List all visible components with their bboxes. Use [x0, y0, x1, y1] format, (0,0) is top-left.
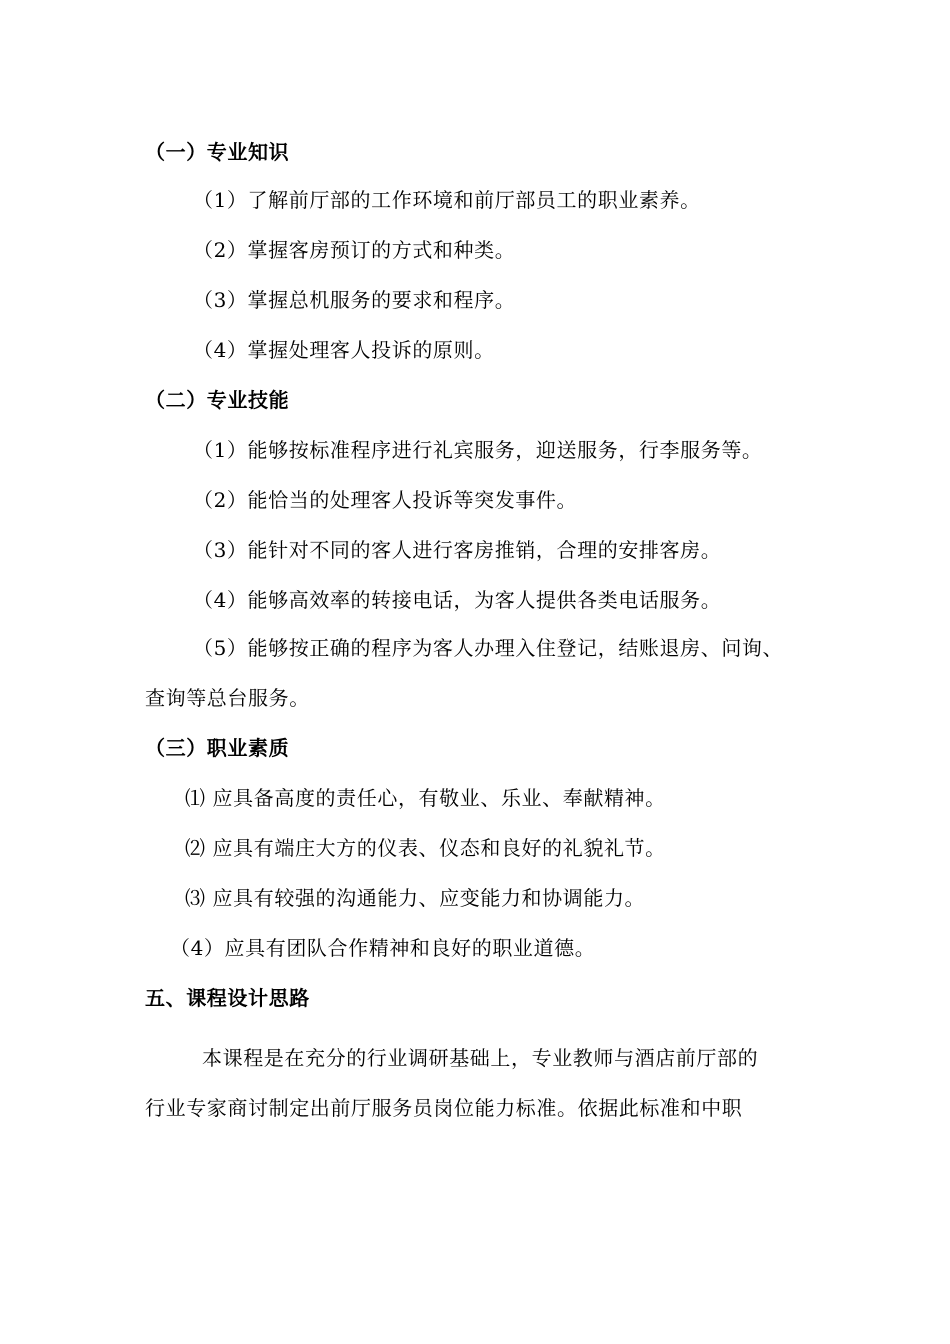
paragraph-line: 行业专家商讨制定出前厅服务员岗位能力标准。依据此标准和中职	[145, 1096, 743, 1120]
list-item: ⑵ 应具有端庄大方的仪表、仪态和良好的礼貌礼节。	[185, 836, 666, 860]
list-item: （2）能恰当的处理客人投诉等突发事件。	[193, 488, 578, 512]
list-item: ⑴ 应具备高度的责任心，有敬业、乐业、奉献精神。	[185, 786, 666, 810]
list-item: （5）能够按正确的程序为客人办理入住登记，结账退房、问询、	[193, 636, 784, 660]
list-item: （4）应具有团队合作精神和良好的职业道德。	[170, 936, 596, 960]
list-item: （2）掌握客房预订的方式和种类。	[193, 238, 516, 262]
list-item: （1）了解前厅部的工作环境和前厅部员工的职业素养。	[193, 188, 701, 212]
list-item: （3）掌握总机服务的要求和程序。	[193, 288, 516, 312]
section-heading-quality: （三）职业素质	[145, 736, 290, 760]
list-item: （3）能针对不同的客人进行客房推销，合理的安排客房。	[193, 538, 722, 562]
section-heading-design: 五、课程设计思路	[145, 986, 310, 1010]
list-item: （1）能够按标准程序进行礼宾服务，迎送服务，行李服务等。	[193, 438, 763, 462]
list-item: ⑶ 应具有较强的沟通能力、应变能力和协调能力。	[185, 886, 646, 910]
list-item-continuation: 查询等总台服务。	[145, 686, 310, 710]
paragraph-line: 本课程是在充分的行业调研基础上，专业教师与酒店前厅部的	[202, 1046, 759, 1070]
section-heading-knowledge: （一）专业知识	[145, 140, 290, 164]
list-item: （4）能够高效率的转接电话，为客人提供各类电话服务。	[193, 588, 722, 612]
list-item: （4）掌握处理客人投诉的原则。	[193, 338, 495, 362]
section-heading-skills: （二）专业技能	[145, 388, 290, 412]
